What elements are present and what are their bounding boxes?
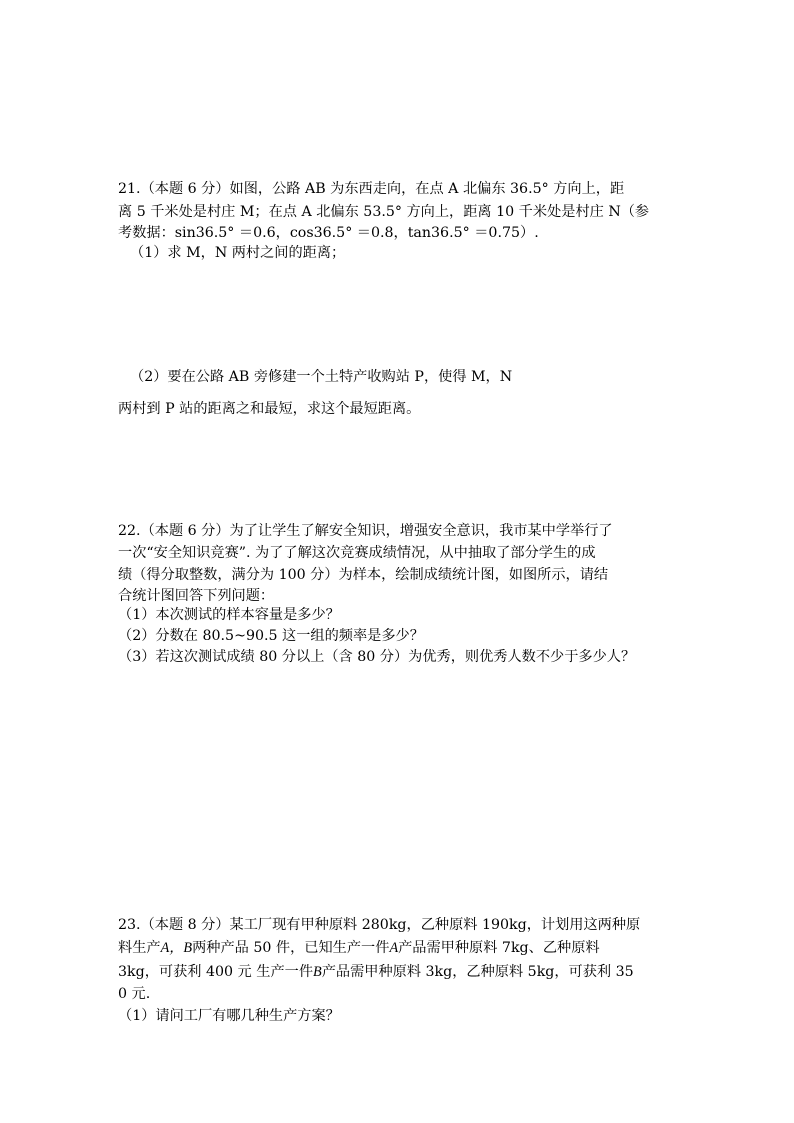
q21-part-1: （1）求 M，N 两村之间的距离； <box>130 245 346 261</box>
q23-line-2-text-b: 两种产品 50 件，已知生产一件 <box>192 940 390 956</box>
q23-line-2-text-c: 产品需甲种原料 7kg、乙种原料 <box>398 940 600 956</box>
q22-part-2: （2）分数在 80.5~90.5 这一组的频率是多少？ <box>118 628 424 644</box>
q23-text-line-3 <box>118 961 634 983</box>
q21-text-line-1: 21.（本题 6 分）如图，公路 AB 为东西走向，在点 A 北偏东 36.5° 方向上，距 <box>118 181 625 197</box>
q23-text-line-2 <box>118 937 600 959</box>
q22-text-line-3: 绩（得分取整数，满分为 100 分）为样本，绘制成绩统计图，如图所示，请结 <box>118 567 609 583</box>
q21-text-line-2: 离 5 千米处是村庄 M；在点 A 北偏东 53.5° 方向上，距离 10 千米处是村庄 N（参 <box>118 204 650 220</box>
q22-text-line-4: 合统计图回答下列问题： <box>118 588 275 604</box>
variable-a: A <box>389 940 399 956</box>
q23-text-line-4: 0 元. <box>118 986 151 1002</box>
variable-b: B <box>313 964 322 980</box>
q23-part-1: （1）请问工厂有哪几种生产方案？ <box>118 1008 340 1024</box>
q21-text-line-3: 考数据：sin36.5° ＝0.6，cos36.5° ＝0.8，tan36.5° ＝0.75）. <box>118 225 539 241</box>
q22-text-line-2: 一次“安全知识竞赛”. 为了了解这次竞赛成绩情况，从中抽取了部分学生的成 <box>118 545 596 561</box>
q23-line-3-text-a: 3kg，可获利 400 元 生产一件 <box>118 964 314 980</box>
q21-part-2-line-2: 两村到 P 站的距离之和最短，求这个最短距离。 <box>118 401 421 417</box>
q23-line-3-text-b: 产品需甲种原料 3kg，乙种原料 5kg，可获利 35 <box>321 964 634 980</box>
q22-text-line-1: 22.（本题 6 分）为了让学生了解安全知识，增强安全意识，我市某中学举行了 <box>118 523 613 539</box>
q22-part-1: （1）本次测试的样本容量是多少？ <box>118 607 340 623</box>
q21-part-2-line-1: （2）要在公路 AB 旁修建一个土特产收购站 P，使得 M，N <box>130 369 513 385</box>
q23-text-line-1: 23.（本题 8 分）某工厂现有甲种原料 280kg，乙种原料 190kg，计划用这两种原 <box>118 917 641 933</box>
variable-a-b: A，B <box>160 940 193 956</box>
q22-part-3: （3）若这次测试成绩 80 分以上（含 80 分）为优秀，则优秀人数不少于多少人？ <box>118 649 636 665</box>
q23-line-2-text-a: 料生产 <box>118 940 161 956</box>
